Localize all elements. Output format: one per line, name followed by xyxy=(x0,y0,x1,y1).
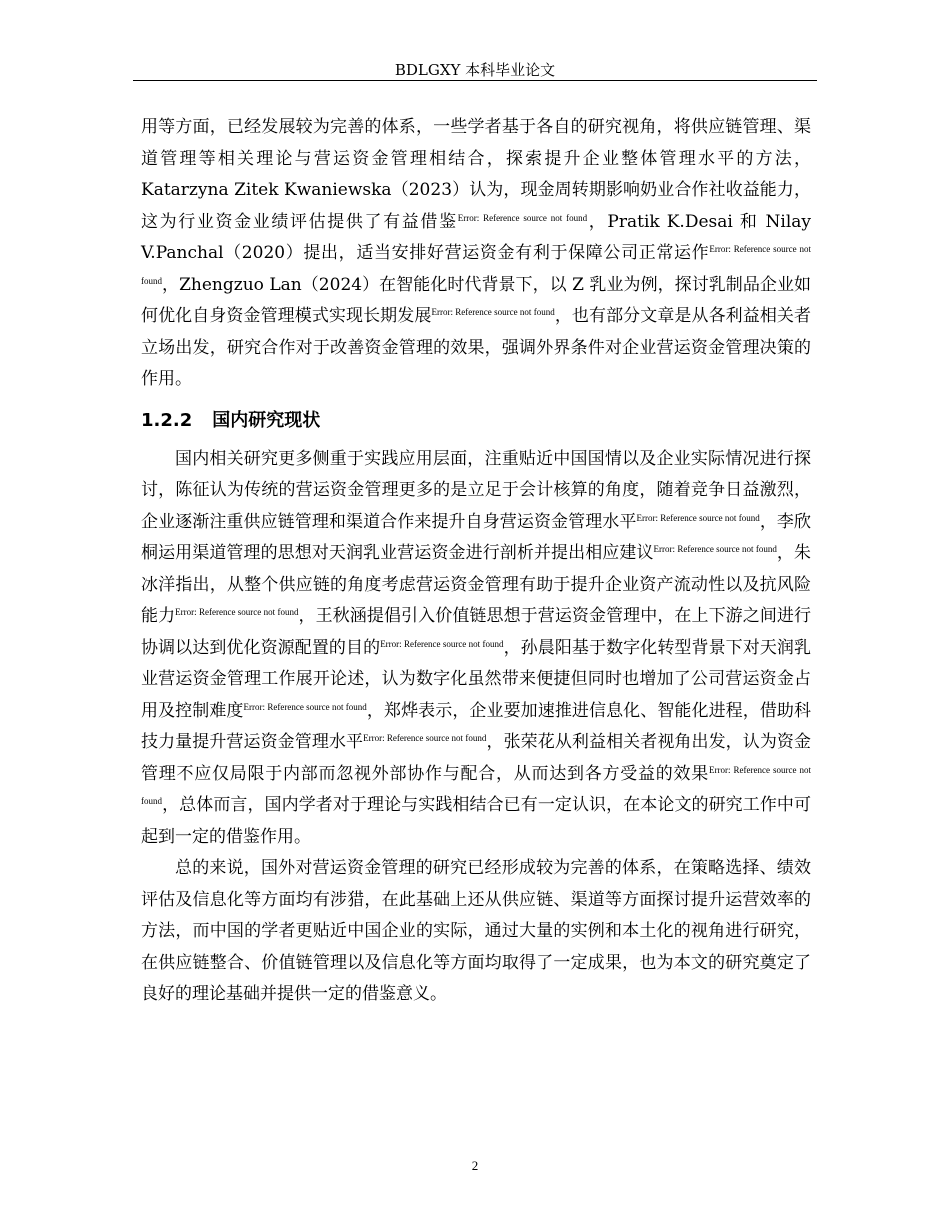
reference-error: Error: Reference source not found xyxy=(175,607,299,617)
running-header: BDLGXY 本科毕业论文 xyxy=(394,61,556,79)
reference-error: Error: Reference source not found xyxy=(653,544,777,554)
paragraph-text: ，也有部分文章是从各利益相关者立场出发，研究合作对于改善资金管理的效果，强调外界条件对企业营运资金管理决策的作用。 xyxy=(141,306,812,389)
paragraph-text: ，孙晨阳基于数字化转型背景下对天润乳业营运资金管理工作展开论述，认为数字化虽然带来便捷但同时也增加了公司营运资金占用及控制难度 xyxy=(141,637,812,721)
reference-error: Error: Reference source not found xyxy=(243,701,367,712)
paragraph-text: 用等方面，已经发展较为完善的体系，一些学者基于各自的研究视角，将供应链管理、渠道管理等相关理论与营运资金管理相结合，探索提升企业整体管理水平的方法，Katarzyna Zitek Kwaniewska（2023）认为，现金周转期影响奶业合作社收益能力，这为行业资金业绩评估提供了有益借鉴 xyxy=(141,117,811,232)
section-number: 1.2.2 xyxy=(141,409,193,431)
page-body xyxy=(141,112,811,1011)
reference-error: Error: Reference source not found xyxy=(363,733,487,743)
reference-error: Error: Reference source not found xyxy=(636,512,760,523)
reference-error: Error: Reference source not found xyxy=(141,764,811,806)
paragraph-summary xyxy=(141,853,811,1011)
paragraph-text: ，郑烨表示，企业要加速推进信息化、智能化进程，借助科技力量提升营运资金管理水平 xyxy=(141,700,812,752)
header-rule xyxy=(133,80,817,81)
paragraph-text: ，王秋涵提倡引入价值链思想于营运资金管理中，在上下游之间进行协调以达到优化资源配置的目的 xyxy=(141,606,812,658)
paragraph-text: ，Zhengzuo Lan（2024）在智能化时代背景下，以 Z 乳业为例，探讨乳制品企业如何优化自身资金管理模式实现长期发展 xyxy=(141,274,811,326)
paragraph-text: ，李欣桐运用渠道管理的思想对天润乳业营运资金进行剖析并提出相应建议 xyxy=(141,511,812,563)
reference-error: Error: Reference source not found xyxy=(431,307,555,317)
reference-error: Error: Reference source not found xyxy=(380,638,504,649)
paragraph-foreign-research xyxy=(141,112,811,396)
section-heading xyxy=(141,408,811,434)
paragraph-text: ，总体而言，国内学者对于理论与实践相结合已有一定认识，在本论文的研究工作中可起到一定的借鉴作用。 xyxy=(141,795,811,847)
reference-error: Error: Reference source not found xyxy=(141,244,811,286)
reference-error: Error: Reference source not found xyxy=(457,212,588,223)
section-title: 国内研究现状 xyxy=(212,409,321,431)
paragraph-text: ，Pratik K.Desai 和 Nilay V.Panchal（2020）提出，适当安排好营运资金有利于保障公司正常运作 xyxy=(141,211,812,263)
paragraph-text: ，朱冰洋指出，从整个供应链的角度考虑营运资金管理有助于提升企业资产流动性以及抗风险能力 xyxy=(141,543,812,626)
paragraph-text: 国内相关研究更多侧重于实践应用层面，注重贴近中国国情以及企业实际情况进行探讨，陈征认为传统的营运资金管理更多的是立足于会计核算的角度，随着竞争日益激烈，企业逐渐注重供应链管理和渠道合作来提升自身营运资金管理水平 xyxy=(141,448,811,532)
paragraph-text: 总的来说，国外对营运资金管理的研究已经形成较为完善的体系，在策略选择、绩效评估及信息化等方面均有涉猎，在此基础上还从供应链、渠道等方面探讨提升运营效率的方法，而中国的学者更贴近中国企业的实际，通过大量的实例和本土化的视角进行研究，在供应链整合、价值链管理以及信息化等方面均取得了一定成果，也为本文的研究奠定了良好的理论基础并提供一定的借鉴意义。 xyxy=(141,858,811,1004)
paragraph-domestic-research xyxy=(141,444,811,854)
paragraph-text: ，张荣花从利益相关者视角出发，认为资金管理不应仅局限于内部而忽视外部协作与配合，从而达到各方受益的效果 xyxy=(141,732,812,784)
page-number: 2 xyxy=(471,1158,479,1173)
